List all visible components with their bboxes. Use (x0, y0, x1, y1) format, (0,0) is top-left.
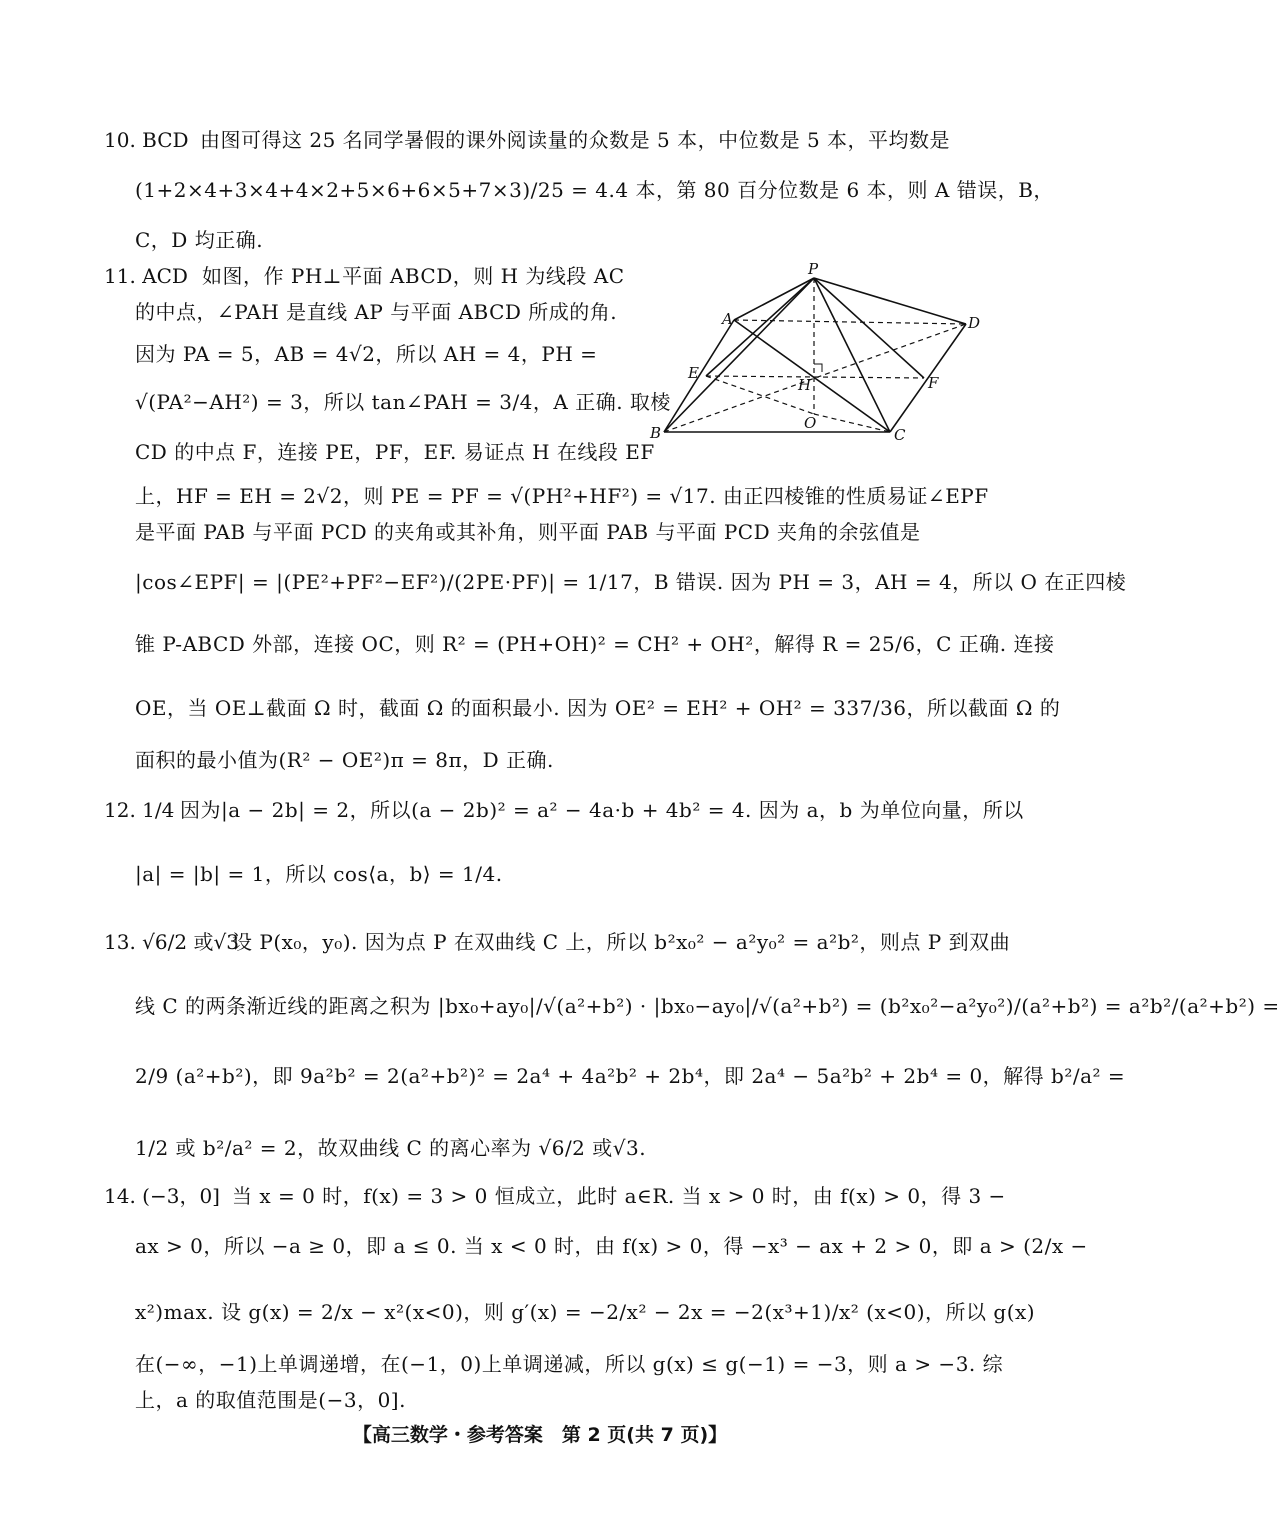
q11-line-11: 面积的最小值为(R² − OE²)π = 8π，D 正确. (135, 748, 554, 772)
label-a: A (722, 310, 733, 328)
q13-line-4: 1/2 或 b²/a² = 2，故双曲线 C 的离心率为 √6/2 或√3. (135, 1136, 647, 1160)
edge-ab (664, 320, 734, 432)
q10-line-3: C，D 均正确. (135, 228, 264, 252)
label-f: F (928, 374, 939, 392)
label-b: B (650, 424, 662, 442)
q14-line-3: x²)max. 设 g(x) = 2/x − x²(x<0)，则 g′(x) = −2/x² − 2x = −2(x³+1)/x² (x<0)，所以 g(x) (135, 1300, 1036, 1324)
q13-line-3: 2/9 (a²+b²)，即 9a²b² = 2(a²+b²)² = 2a⁴ + 4a²b² + 2b⁴，即 2a⁴ − 5a²b² + 2b⁴ = 0，解得 b²/a² = (135, 1064, 1126, 1088)
q14-number: 14. (−3，0] (104, 1184, 220, 1208)
label-h: H (798, 376, 812, 394)
q11-line-5: CD 的中点 F，连接 PE，PF，EF. 易证点 H 在线段 EF (135, 440, 655, 464)
q11-line-6: 上，HF = EH = 2√2，则 PE = PF = √(PH²+HF²) = √17. 由正四棱锥的性质易证∠EPF (135, 484, 989, 508)
q11-line-9: 锥 P-ABCD 外部，连接 OC，则 R² = (PH+OH)² = CH² + OH²，解得 R = 25/6，C 正确. 连接 (135, 632, 1055, 656)
q13-number: 13. √6/2 或√3 (104, 930, 239, 954)
q14-line-1: 当 x = 0 时，f(x) = 3 > 0 恒成立，此时 a∈R. 当 x > 0 时，由 f(x) > 0，得 3 − (232, 1184, 1006, 1208)
q11-line-8: |cos∠EPF| = |(PE²+PF²−EF²)/(2PE·PF)| = 1/17，B 错误. 因为 PH = 3，AH = 4，所以 O 在正四棱 (135, 570, 1127, 594)
q14-line-2: ax > 0，所以 −a ≥ 0，即 a ≤ 0. 当 x < 0 时，由 f(x) > 0，得 −x³ − ax + 2 > 0，即 a > (2/x − (135, 1234, 1088, 1258)
edge-pd (814, 278, 966, 324)
right-angle-mark (814, 364, 822, 372)
q11-line-1: 如图，作 PH⊥平面 ABCD，则 H 为线段 AC (202, 264, 625, 288)
q12-number: 12. 1/4 (104, 798, 175, 822)
label-c: C (894, 426, 906, 444)
page-footer: 【高三数学・参考答案 第 2 页(共 7 页)】 (352, 1424, 728, 1446)
label-p: P (808, 260, 819, 278)
q10-number: 10. BCD (104, 128, 189, 152)
q11-number: 11. ACD (104, 264, 188, 288)
q11-line-3: 因为 PA = 5，AB = 4√2，所以 AH = 4，PH = (135, 342, 598, 366)
label-o: O (804, 414, 817, 432)
q10-line-2: (1+2×4+3×4+4×2+5×6+6×5+7×3)/25 = 4.4 本，第 80 百分位数是 6 本，则 A 错误，B， (135, 178, 1054, 202)
label-d: D (968, 314, 981, 332)
q11-line-10: OE，当 OE⊥截面 Ω 时，截面 Ω 的面积最小. 因为 OE² = EH² + OH² = 337/36，所以截面 Ω 的 (135, 696, 1061, 720)
q10-line-1: 由图可得这 25 名同学暑假的课外阅读量的众数是 5 本，中位数是 5 本，平均数是 (200, 128, 951, 152)
edge-pb (664, 278, 817, 432)
q12-line-2: |a| = |b| = 1，所以 cos⟨a，b⟩ = 1/4. (135, 862, 503, 886)
pyramid-figure (648, 262, 990, 452)
q11-line-4: √(PA²−AH²) = 3，所以 tan∠PAH = 3/4，A 正确. 取棱 (135, 390, 671, 414)
q13-line-1: 设 P(x₀，y₀). 因为点 P 在双曲线 C 上，所以 b²x₀² − a²y₀² = a²b²，则点 P 到双曲 (232, 930, 1011, 954)
q11-line-2: 的中点，∠PAH 是直线 AP 与平面 ABCD 所成的角. (135, 300, 618, 324)
q14-line-5: 上，a 的取值范围是(−3，0]. (135, 1388, 406, 1412)
q12-line-1: 因为|a − 2b| = 2，所以(a − 2b)² = a² − 4a·b + 4b² = 4. 因为 a，b 为单位向量，所以 (180, 798, 1024, 822)
label-e: E (688, 364, 699, 382)
q13-line-2: 线 C 的两条渐近线的距离之积为 |bx₀+ay₀|/√(a²+b²) · |bx₀−ay₀|/√(a²+b²) = (b²x₀²−a²y₀²)/(a²+b²) = a²b²/(a²+b²) = (135, 994, 1280, 1018)
edge-pf (814, 278, 924, 378)
q14-line-4: 在(−∞，−1)上单调递增，在(−1，0)上单调递减，所以 g(x) ≤ g(−1) = −3，则 a > −3. 综 (135, 1352, 1004, 1376)
q11-line-7: 是平面 PAB 与平面 PCD 的夹角或其补角，则平面 PAB 与平面 PCD 夹角的余弦值是 (135, 520, 921, 544)
